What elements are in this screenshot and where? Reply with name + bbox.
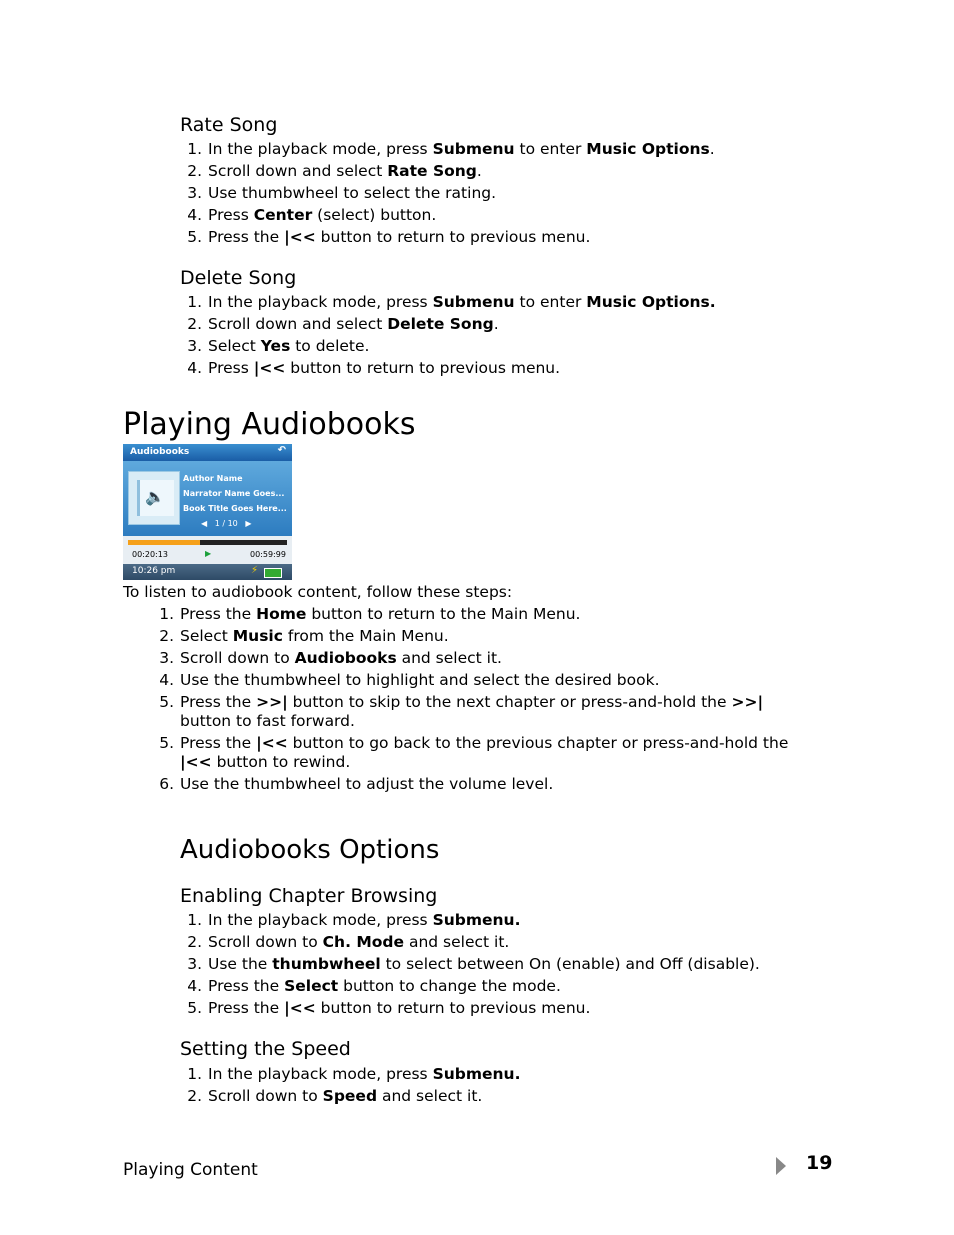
- bold-term: Rate Song: [387, 162, 477, 180]
- step-number: 4.: [187, 206, 202, 224]
- step-text: In the playback mode, press: [208, 140, 433, 158]
- bold-term: Submenu.: [432, 911, 521, 929]
- step-number: 2.: [187, 162, 202, 180]
- bold-term: Home: [256, 605, 307, 623]
- step-number: 3.: [187, 184, 202, 202]
- device-clock: 10:26 pm: [132, 566, 176, 576]
- playing-audiobooks-heading: Playing Audiobooks: [123, 407, 416, 442]
- step-number: 1.: [187, 911, 202, 929]
- step-number: 3.: [187, 337, 202, 355]
- narrator-name: Narrator Name Goes...: [183, 489, 285, 498]
- step-number: 3.: [159, 649, 174, 667]
- bold-term: Music Options: [586, 140, 710, 158]
- step-number: 2.: [187, 933, 202, 951]
- step-text: button to return to previous menu.: [285, 359, 561, 377]
- device-progress-area: [123, 536, 292, 564]
- step-number: 5.: [187, 999, 202, 1017]
- step-body: [208, 184, 496, 203]
- battery-icon: [264, 568, 282, 578]
- step-body: [208, 955, 760, 974]
- step-text: button to return to the Main Menu.: [306, 605, 581, 623]
- step-text: In the playback mode, press: [208, 1065, 433, 1083]
- bold-term: Delete Song: [387, 315, 494, 333]
- step-text: to delete.: [290, 337, 370, 355]
- step-number: 1.: [187, 140, 202, 158]
- total-time: 00:59:99: [250, 550, 286, 559]
- bold-term: |<<: [284, 228, 316, 246]
- audiobooks-intro: To listen to audiobook content, follow these steps:: [123, 583, 513, 601]
- speaker-icon: 🔈: [145, 487, 165, 506]
- step-text: and select it.: [396, 649, 502, 667]
- step-text: Press the: [180, 693, 257, 711]
- step-body: [208, 162, 482, 181]
- step-number: 5.: [159, 734, 174, 752]
- bold-term: Submenu: [432, 140, 515, 158]
- step-number: 4.: [187, 359, 202, 377]
- step-text: Use the: [208, 955, 273, 973]
- step-body: [208, 140, 715, 159]
- step-text: button to return to previous menu.: [315, 999, 591, 1017]
- step-body: [208, 337, 369, 356]
- rate-song-heading: Rate Song: [180, 114, 278, 136]
- audiobooks-device-screenshot: [123, 444, 292, 580]
- step-body: [180, 649, 502, 668]
- delete-song-heading: Delete Song: [180, 267, 297, 289]
- progress-fill: [128, 540, 200, 545]
- step-text: Scroll down to: [208, 933, 323, 951]
- bold-term: Music Options.: [586, 293, 716, 311]
- step-number: 2.: [187, 315, 202, 333]
- bold-term: Music: [232, 627, 283, 645]
- step-text: Press the: [208, 228, 285, 246]
- step-text: to select between On (enable) and Off (disable).: [380, 955, 760, 973]
- book-title: Book Title Goes Here...: [183, 504, 287, 513]
- setting-speed-heading: Setting the Speed: [180, 1038, 351, 1060]
- step-text: In the playback mode, press: [208, 911, 433, 929]
- bold-term: |<<: [256, 734, 288, 752]
- step-text: and select it.: [404, 933, 510, 951]
- page-arrow-icon: [776, 1157, 786, 1175]
- author-name: Author Name: [183, 474, 243, 483]
- step-body: [208, 228, 590, 247]
- step-number: 4.: [159, 671, 174, 689]
- step-text: button to rewind.: [211, 753, 351, 771]
- step-body: [208, 315, 499, 334]
- step-text: button to change the mode.: [338, 977, 561, 995]
- bold-term: |<<: [284, 999, 316, 1017]
- step-text: In the playback mode, press: [208, 293, 433, 311]
- elapsed-time: 00:20:13: [132, 550, 168, 559]
- step-text: button to skip to the next chapter or press-and-hold the: [287, 693, 732, 711]
- step-text: .: [476, 162, 482, 180]
- step-body: [208, 911, 520, 930]
- step-text: .: [709, 140, 715, 158]
- step-text: Select: [180, 627, 233, 645]
- step-body: [208, 359, 560, 378]
- step-body: [180, 734, 788, 753]
- step-number: 1.: [187, 293, 202, 311]
- step-text: Use the thumbwheel to highlight and select the desired book.: [180, 671, 660, 689]
- bold-term: Select: [284, 977, 339, 995]
- step-number: 2.: [187, 1087, 202, 1105]
- device-main-panel: [123, 461, 292, 536]
- step-text: (select) button.: [312, 206, 437, 224]
- step-text: Use thumbwheel to select the rating.: [208, 184, 497, 202]
- book-cover-art: [128, 471, 180, 525]
- step-body: [180, 775, 553, 794]
- step-text: Press the: [208, 977, 285, 995]
- step-number: 3.: [187, 955, 202, 973]
- step-text: to enter: [514, 293, 587, 311]
- bold-term: Submenu: [432, 293, 515, 311]
- step-body: [180, 753, 350, 772]
- chapter-nav: [201, 519, 251, 528]
- step-body: [208, 1065, 520, 1084]
- progress-bar: [128, 540, 287, 545]
- bold-term: Speed: [322, 1087, 378, 1105]
- step-number: 5.: [159, 693, 174, 711]
- step-body: [180, 712, 355, 731]
- step-text: Press: [208, 206, 254, 224]
- bold-term: Yes: [260, 337, 291, 355]
- device-title: Audiobooks: [130, 447, 190, 457]
- bold-term: |<<: [180, 753, 212, 771]
- back-arrow-icon: ↶: [277, 445, 286, 456]
- prev-chapter-icon: ◀: [201, 519, 208, 528]
- step-body: [180, 605, 580, 624]
- bold-term: >>|: [256, 693, 288, 711]
- chapter-count: 1 / 10: [214, 519, 238, 528]
- bold-term: Audiobooks: [294, 649, 397, 667]
- step-number: 1.: [159, 605, 174, 623]
- device-book-info: [183, 471, 287, 516]
- step-text: Use the thumbwheel to adjust the volume level.: [180, 775, 554, 793]
- step-number: 2.: [159, 627, 174, 645]
- step-body: [180, 693, 763, 712]
- bold-term: Ch. Mode: [322, 933, 405, 951]
- step-body: [208, 206, 436, 225]
- step-body: [208, 977, 561, 996]
- bold-term: thumbwheel: [272, 955, 381, 973]
- step-text: Press: [208, 359, 254, 377]
- next-chapter-icon: ▶: [245, 519, 252, 528]
- step-text: button to return to previous menu.: [315, 228, 591, 246]
- device-status-bar: [123, 564, 292, 580]
- step-number: 4.: [187, 977, 202, 995]
- charging-icon: ⚡: [251, 565, 259, 576]
- step-body: [180, 671, 660, 690]
- chapter-browsing-heading: Enabling Chapter Browsing: [180, 885, 438, 907]
- step-text: button to go back to the previous chapter or press-and-hold the: [287, 734, 789, 752]
- step-body: [208, 293, 716, 312]
- step-text: Scroll down to: [180, 649, 295, 667]
- bold-term: Center: [253, 206, 313, 224]
- step-text: Press the: [180, 605, 257, 623]
- step-text: Select: [208, 337, 261, 355]
- step-number: 1.: [187, 1065, 202, 1083]
- bold-term: >>|: [731, 693, 764, 711]
- bold-term: |<<: [253, 359, 286, 377]
- play-icon: ▶: [205, 549, 212, 558]
- step-body: [208, 999, 590, 1018]
- step-text: Press the: [208, 999, 285, 1017]
- step-text: Scroll down to: [208, 1087, 323, 1105]
- step-text: button to fast forward.: [180, 712, 355, 730]
- step-number: 5.: [187, 228, 202, 246]
- step-body: [180, 627, 449, 646]
- step-body: [208, 933, 509, 952]
- step-text: Scroll down and select: [208, 315, 388, 333]
- step-text: .: [493, 315, 499, 333]
- step-text: and select it.: [377, 1087, 483, 1105]
- page-number: 19: [806, 1152, 833, 1174]
- footer-section-label: Playing Content: [123, 1160, 258, 1180]
- step-number: 6.: [159, 775, 174, 793]
- bold-term: Submenu.: [432, 1065, 521, 1083]
- step-text: Press the: [180, 734, 257, 752]
- step-body: [208, 1087, 482, 1106]
- step-text: to enter: [514, 140, 587, 158]
- step-text: from the Main Menu.: [282, 627, 449, 645]
- step-text: Scroll down and select: [208, 162, 388, 180]
- audiobooks-options-heading: Audiobooks Options: [180, 835, 440, 865]
- device-title-bar: [123, 444, 292, 461]
